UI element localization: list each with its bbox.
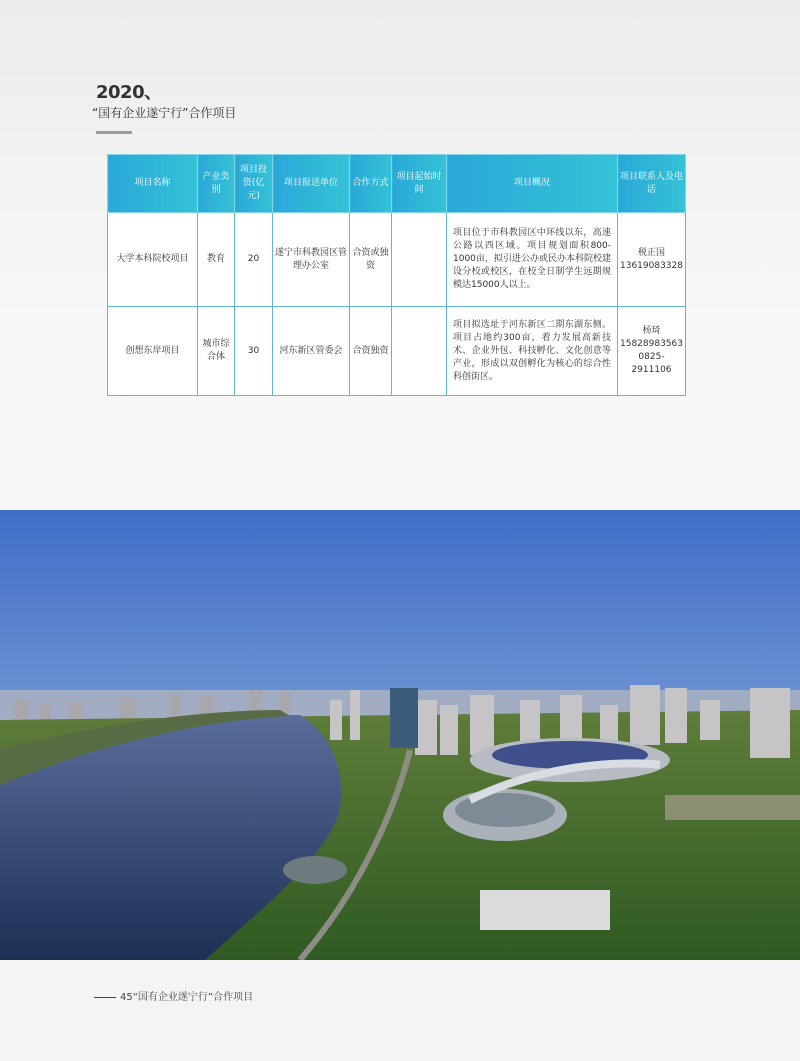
- section-subtitle: “国有企业遂宁行”合作项目: [92, 106, 237, 120]
- header-contact: 项目联系人及电话: [618, 155, 686, 213]
- cell-industry: 城市综合体: [198, 307, 235, 396]
- header-industry: 产业类别: [198, 155, 235, 213]
- cell-name: 创想东岸项目: [108, 307, 198, 396]
- header-unit: 项目报送单位: [273, 155, 350, 213]
- contact-phone: 15828983563: [620, 339, 683, 349]
- cell-mode: 合资独资: [350, 307, 392, 396]
- header-overview: 项目概况: [447, 155, 618, 213]
- contact-name: 税正国: [637, 247, 665, 258]
- table-row: [108, 307, 686, 396]
- footer-dash: [94, 997, 116, 998]
- cell-start: [392, 213, 447, 307]
- cell-industry: 教育: [198, 213, 235, 307]
- header-name: 项目名称: [108, 155, 198, 213]
- cell-mode: 合资或独资: [350, 213, 392, 307]
- cell-start: [392, 307, 447, 396]
- contact-phone: 13619083328: [620, 260, 683, 271]
- header-start: 项目起始时间: [392, 155, 447, 213]
- table-header-row: [108, 155, 686, 213]
- table-row: [108, 213, 686, 307]
- page-number: 45: [120, 992, 133, 1003]
- cell-investment: 20: [235, 213, 273, 307]
- cell-investment: 30: [235, 307, 273, 396]
- project-table: [107, 154, 686, 396]
- contact-tel: 0825-2911106: [631, 352, 672, 375]
- cell-unit: 河东新区管委会: [273, 307, 350, 396]
- header-investment: 项目投资(亿元): [235, 155, 273, 213]
- cell-contact: [618, 213, 686, 307]
- cell-overview: 项目位于市科教园区中环线以东，高速公路以西区域。项目规划面积800-1000亩，拟引进公办或民办本科院校建设分校或校区，在校全日制学生远期规模达15000人以上。: [447, 213, 618, 307]
- footer-text: “国有企业遂宁行”合作项目: [132, 992, 254, 1003]
- cell-contact: [618, 307, 686, 396]
- section-year: 2020、: [96, 82, 162, 103]
- page-footer: [94, 988, 253, 1003]
- cell-unit: 遂宁市科教园区管理办公室: [273, 213, 350, 307]
- cell-overview: 项目拟选址于河东新区二期东湖东侧。项目占地约300亩，着力发展高新技术、企业外包、科技孵化、文化创意等产业，形成以双创孵化为核心的综合性科创街区。: [447, 307, 618, 396]
- header-mode: 合作方式: [350, 155, 392, 213]
- cell-name: 大学本科院校项目: [108, 213, 198, 307]
- contact-name: 杨琦: [642, 326, 661, 336]
- heading-underline: [96, 131, 132, 134]
- aerial-city-photo: [0, 510, 800, 960]
